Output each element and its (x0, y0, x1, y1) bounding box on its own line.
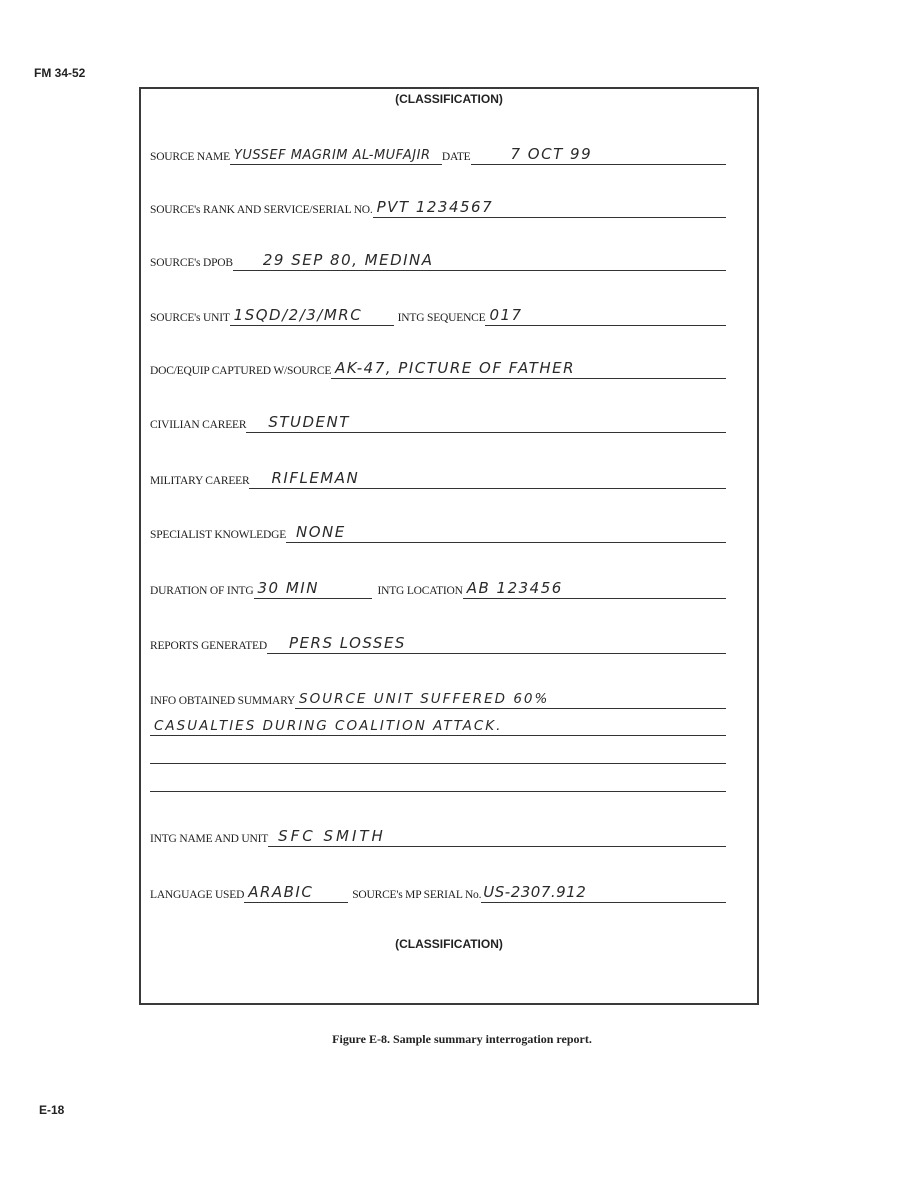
specialist-knowledge-field[interactable] (286, 518, 726, 543)
military-career-label: MILITARY CAREER (150, 475, 250, 487)
row-reports-generated (150, 630, 726, 654)
row-specialist-knowledge (150, 519, 726, 543)
source-name-label: SOURCE NAME (150, 151, 230, 163)
doc-equip-field[interactable] (331, 354, 726, 379)
mp-serial-value: US-2307.912 (483, 883, 587, 901)
reports-generated-field[interactable] (267, 629, 726, 654)
row-language (150, 879, 726, 903)
mp-serial-field[interactable] (481, 878, 726, 903)
rank-serial-field[interactable] (373, 193, 726, 218)
row-duration (150, 575, 726, 599)
unit-value: 1SQD/2/3/MRC (233, 306, 363, 324)
page-number: E-18 (39, 1103, 65, 1117)
intg-location-value: AB 123456 (466, 579, 563, 597)
reports-generated-label: REPORTS GENERATED (150, 640, 267, 652)
dpob-label: SOURCE's DPOB (150, 257, 233, 269)
language-used-field[interactable] (244, 878, 348, 903)
reports-generated-value: PERS LOSSES (289, 634, 406, 652)
row-civilian-career (150, 409, 726, 433)
classification-top: (CLASSIFICATION) (395, 92, 503, 106)
intg-location-field[interactable] (463, 574, 726, 599)
row-rank-serial (150, 194, 726, 218)
row-unit (150, 302, 726, 326)
unit-label: SOURCE's UNIT (150, 312, 230, 324)
info-summary-line2: CASUALTIES DURING COALITION ATTACK. (154, 718, 503, 734)
civilian-career-field[interactable] (246, 408, 726, 433)
intg-name-unit-label: INTG NAME AND UNIT (150, 833, 269, 845)
info-summary-field-line4[interactable] (150, 767, 726, 792)
military-career-field[interactable] (249, 464, 726, 489)
date-label: DATE (441, 151, 471, 163)
specialist-knowledge-label: SPECIALIST KNOWLEDGE (150, 529, 287, 541)
duration-field[interactable] (254, 574, 372, 599)
info-summary-field-line1[interactable] (295, 684, 726, 709)
duration-label: DURATION OF INTG (150, 585, 254, 597)
interrogation-report-form (139, 87, 759, 1005)
intg-name-unit-value: SFC SMITH (278, 827, 386, 845)
manual-id-header: FM 34-52 (34, 66, 86, 80)
military-career-value: RIFLEMAN (271, 469, 360, 487)
info-summary-line1: SOURCE UNIT SUFFERED 60% (299, 691, 550, 707)
date-field[interactable] (471, 140, 727, 165)
classification-bottom: (CLASSIFICATION) (395, 937, 503, 951)
intg-sequence-field[interactable] (485, 301, 726, 326)
doc-equip-label: DOC/EQUIP CAPTURED W/SOURCE (150, 365, 332, 377)
civilian-career-label: CIVILIAN CAREER (150, 419, 247, 431)
unit-field[interactable] (230, 301, 394, 326)
source-name-field[interactable] (230, 140, 442, 165)
source-name-value: YUSSEF MAGRIM AL-MUFAJIR (233, 148, 431, 163)
dpob-value: 29 SEP 80, MEDINA (262, 251, 434, 269)
rank-serial-label: SOURCE's RANK AND SERVICE/SERIAL NO. (150, 204, 373, 216)
info-summary-field-line2[interactable] (150, 711, 726, 736)
mp-serial-label: SOURCE's MP SERIAL No. (352, 889, 482, 901)
language-used-label: LANGUAGE USED (150, 889, 245, 901)
figure-caption: Figure E-8. Sample summary interrogation report. (332, 1032, 592, 1046)
specialist-knowledge-value: NONE (296, 523, 346, 541)
intg-sequence-label: INTG SEQUENCE (397, 312, 486, 324)
doc-equip-value: AK-47, PICTURE OF FATHER (335, 359, 576, 377)
rank-serial-value: PVT 1234567 (376, 198, 494, 216)
dpob-field[interactable] (233, 246, 726, 271)
civilian-career-value: STUDENT (268, 413, 350, 431)
row-military-career (150, 465, 726, 489)
intg-name-unit-field[interactable] (268, 822, 726, 847)
row-dpob (150, 247, 726, 271)
row-info-summary (150, 685, 726, 709)
intg-location-label: INTG LOCATION (377, 585, 463, 597)
row-source-name (150, 141, 726, 165)
info-summary-label: INFO OBTAINED SUMMARY (150, 695, 296, 707)
date-value: 7 OCT 99 (510, 145, 593, 163)
row-doc-equip (150, 355, 726, 379)
language-used-value: ARABIC (248, 883, 314, 901)
intg-sequence-value: 017 (489, 306, 523, 324)
row-intg-name-unit (150, 823, 726, 847)
info-summary-field-line3[interactable] (150, 739, 726, 764)
duration-value: 30 MIN (257, 579, 319, 597)
